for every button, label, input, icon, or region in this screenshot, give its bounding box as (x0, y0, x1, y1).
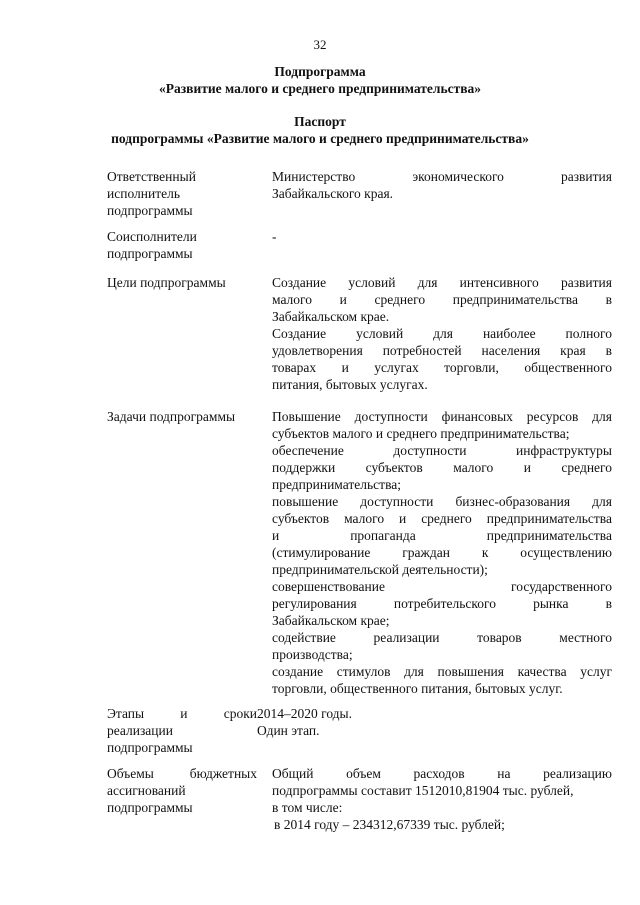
row-value (272, 765, 612, 833)
value-line: Министерство экономического развития (272, 169, 612, 184)
page-number: 32 (313, 37, 327, 52)
label-line: исполнитель (107, 186, 180, 201)
row-label (107, 408, 257, 425)
value-line: и пропаганда предпринимательства (272, 528, 612, 543)
value-line: Забайкальском крае. (272, 309, 390, 324)
label-line: Соисполнители (107, 229, 197, 244)
row-label (107, 274, 257, 291)
label-line: подпрограммы (107, 740, 193, 755)
subprogram-heading: Подпрограмма (274, 64, 366, 79)
value-line: регулирования потребительского рынка в (272, 596, 612, 611)
value-line: питания, бытовых услугах. (272, 377, 428, 392)
value-line: субъектов малого и среднего предпринимательства (272, 511, 612, 526)
label-line: подпрограммы (107, 800, 193, 815)
value-line: предпринимательской деятельности); (272, 562, 488, 577)
value-line: совершенствование государственного (272, 579, 612, 594)
value-line: Забайкальском крае; (272, 613, 390, 628)
label-line: Цели подпрограммы (107, 275, 226, 290)
value-line: 2014–2020 годы. (257, 706, 353, 721)
row-value (272, 408, 612, 697)
value-line: подпрограммы составит 1512010,81904 тыс. рублей, (272, 783, 574, 798)
value-line: поддержки субъектов малого и среднего (272, 460, 612, 475)
label-line: Задачи подпрограммы (107, 409, 236, 424)
row-value (272, 274, 612, 393)
row-value (272, 168, 612, 202)
row-value (257, 705, 612, 739)
label-line: подпрограммы (107, 246, 193, 261)
label-line: ассигнований (107, 783, 186, 798)
value-line: (стимулирование граждан к осуществлению (272, 545, 612, 560)
value-line: Один этап. (257, 723, 320, 738)
value-line: Создание условий для интенсивного развития (272, 275, 612, 290)
passport-heading: Паспорт (294, 114, 346, 129)
row-label (107, 228, 257, 262)
label-line: реализации (107, 723, 173, 738)
row-label (107, 765, 257, 816)
value-line: обеспечение доступности инфраструктуры (272, 443, 612, 458)
value-line: малого и среднего предпринимательства в (272, 292, 612, 307)
label-line: Этапы и сроки (107, 706, 257, 721)
value-line: Повышение доступности финансовых ресурсов для (272, 409, 612, 424)
passport-subheading: подпрограммы «Развитие малого и среднего предпринимательства» (111, 131, 529, 146)
value-line: Забайкальского края. (272, 186, 394, 201)
row-label (107, 705, 257, 756)
value-line: создание стимулов для повышения качества услуг (272, 664, 612, 679)
value-line: предпринимательства; (272, 477, 402, 492)
value-line: в 2014 году – 234312,67339 тыс. рублей; (274, 817, 505, 832)
value-line: торговли, общественного питания, бытовых услуг. (272, 681, 563, 696)
subprogram-name: «Развитие малого и среднего предпринимательства» (158, 81, 482, 96)
value-line: содействие реализации товаров местного (272, 630, 612, 645)
value-line: товарах и услугах торговли, общественного (272, 360, 612, 375)
value-line: субъектов малого и среднего предпринимательства; (272, 426, 570, 441)
label-line: подпрограммы (107, 203, 193, 218)
label-line: Объемы бюджетных (107, 766, 257, 781)
value-line: в том числе: (272, 800, 343, 815)
value-line: производства; (272, 647, 353, 662)
row-value (272, 228, 612, 245)
value-line: удовлетворения потребностей населения края в (272, 343, 612, 358)
label-line: Ответственный (107, 169, 196, 184)
value-line: Общий объем расходов на реализацию (272, 766, 612, 781)
value-line: - (272, 229, 277, 244)
row-label (107, 168, 257, 219)
value-line: повышение доступности бизнес-образования для (272, 494, 612, 509)
value-line: Создание условий для наиболее полного (272, 326, 612, 341)
